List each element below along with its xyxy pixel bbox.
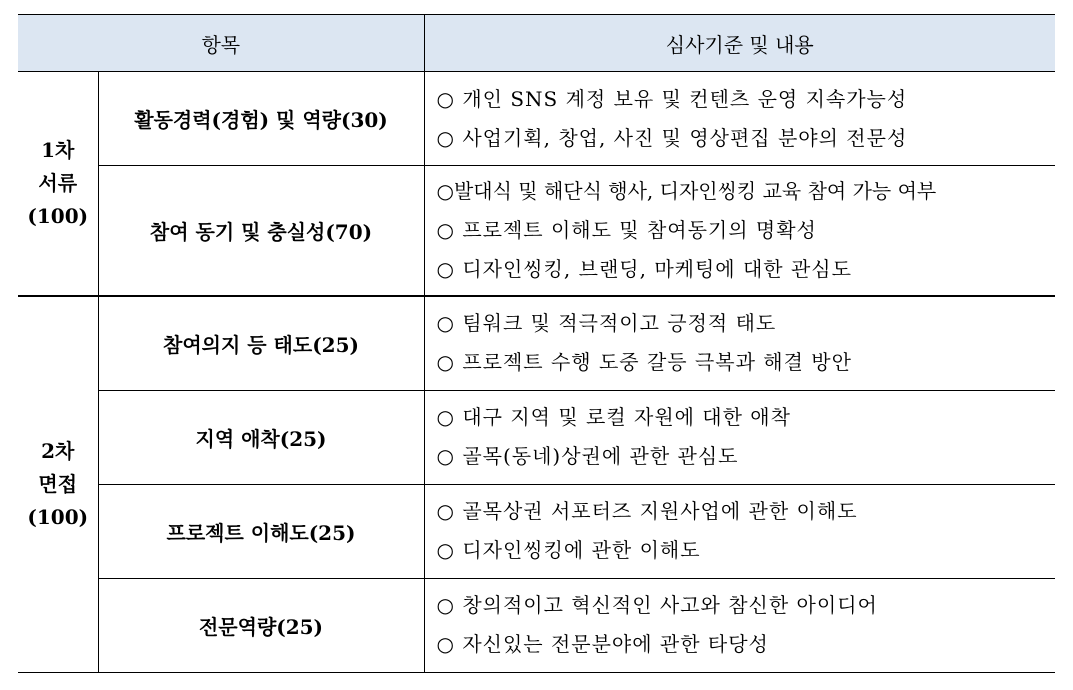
evaluation-criteria-table [18,14,1055,673]
criteria-item: 전문역량(25) [98,578,424,672]
table-row [18,72,1055,166]
criteria-bullet: ○ 대구 지역 및 로컬 자원에 대한 애착 [436,405,791,429]
criteria-content [424,296,1055,390]
table-header-row [18,15,1055,72]
table-row [18,390,1055,484]
table-row [18,296,1055,390]
table-row [18,484,1055,578]
criteria-bullet: ○ 골목(동네)상권에 관한 관심도 [436,444,739,468]
criteria-bullet: ○ 디자인씽킹, 브랜딩, 마케팅에 대한 관심도 [436,257,852,281]
criteria-content [424,484,1055,578]
criteria-bullet: ○ 개인 SNS 계정 보유 및 컨텐츠 운영 지속가능성 [436,86,908,111]
table-row [18,166,1055,297]
criteria-item: 프로젝트 이해도(25) [98,484,424,578]
criteria-bullet: ○ 팀워크 및 적극적이고 긍정적 태도 [436,311,777,336]
stage-2-label: 2차 면접 (100) [18,296,98,672]
criteria-bullet: ○ 디자인씽킹에 관한 이해도 [436,538,701,562]
criteria-bullet: ○ 창의적이고 혁신적인 사고와 참신한 아이디어 [436,593,878,617]
criteria-bullet: ○ 프로젝트 수행 도중 갈등 극복과 해결 방안 [436,350,852,375]
table-row [18,578,1055,672]
criteria-bullet: ○ 프로젝트 이해도 및 참여동기의 명확성 [436,218,817,242]
criteria-item: 참여 동기 및 충실성(70) [98,166,424,297]
criteria-bullet: ○ 사업기획, 창업, 사진 및 영상편집 분야의 전문성 [436,125,908,150]
criteria-content [424,166,1055,297]
criteria-item: 활동경력(경험) 및 역량(30) [98,72,424,166]
criteria-bullet: ○ 자신있는 전문분야에 관한 타당성 [436,632,769,656]
header-item: 항목 [18,15,424,72]
criteria-item: 지역 애착(25) [98,390,424,484]
criteria-item: 참여의지 등 태도(25) [98,296,424,390]
criteria-bullet: ○발대식 및 해단식 행사, 디자인씽킹 교육 참여 가능 여부 [436,179,937,203]
stage-1-label: 1차 서류 (100) [18,72,98,297]
criteria-content [424,390,1055,484]
criteria-content [424,72,1055,166]
criteria-bullet: ○ 골목상권 서포터즈 지원사업에 관한 이해도 [436,499,858,523]
criteria-content [424,578,1055,672]
header-criteria: 심사기준 및 내용 [424,15,1055,72]
